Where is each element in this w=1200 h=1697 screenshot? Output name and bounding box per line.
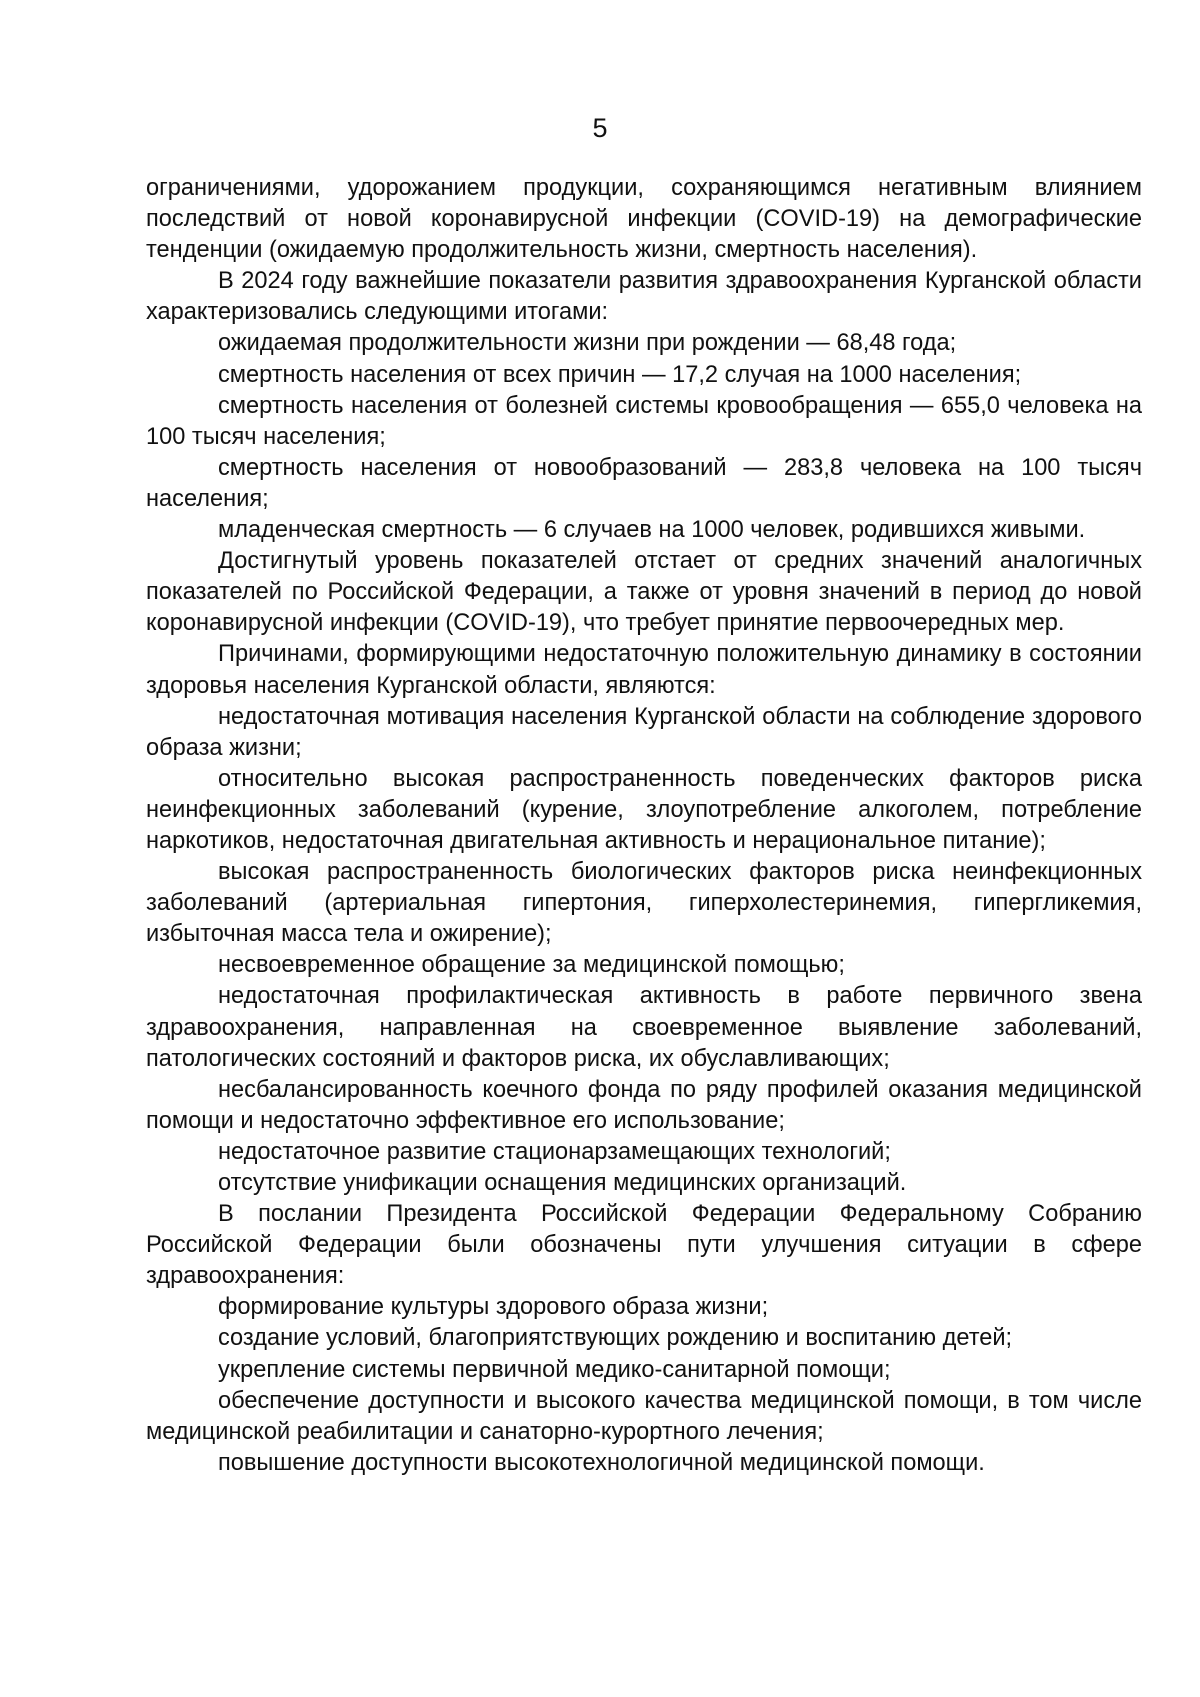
page-number: 5	[592, 113, 608, 143]
reason-item: недостаточное развитие стационарзамещающих технологий;	[218, 1138, 891, 1165]
reason-item: высокая распространенность биологических факторов риска неинфекционных заболеваний (артериальная гипертония, гиперхолестеринемия, гипергликемия, избыточная масса тела и ожирение);	[146, 859, 1142, 948]
reason-item: несбалансированность коечного фонда по ряду профилей оказания медицинской помощи и недостаточно эффективное его использование;	[146, 1076, 1142, 1134]
indicator-item: смертность населения от новообразований — 283,8 человека на 100 тысяч населения;	[146, 454, 1142, 512]
reason-item: несвоевременное обращение за медицинской помощью;	[218, 952, 845, 979]
indicator-item: ожидаемая продолжительности жизни при рождении — 68,48 года;	[218, 330, 957, 357]
president-item: обеспечение доступности и высокого качества медицинской помощи, в том числе медицинской реабилитации и санаторно-курортного лечения;	[146, 1387, 1142, 1445]
reason-item: отсутствие унификации оснащения медицинских организаций.	[218, 1170, 907, 1196]
lag-paragraph: Достигнутый уровень показателей отстает от средних значений аналогичных показателей по Российской Федерации, а также от уровня значений в период до новой коронавирусной инфекции (COVID-19), что требует принятие первоочередных мер.	[146, 548, 1142, 637]
reason-item: относительно высокая распространенность поведенческих факторов риска неинфекционных заболеваний (курение, злоупотребление алкоголем, потребление наркотиков, недостаточная двигательная активность и нерациональное питание);	[146, 765, 1142, 854]
indicator-item: смертность населения от болезней системы кровообращения — 655,0 человека на 100 тысяч населения;	[146, 392, 1142, 450]
president-item: укрепление системы первичной медико-санитарной помощи;	[218, 1356, 891, 1383]
reason-item: недостаточная мотивация населения Курганской области на соблюдение здорового образа жизни;	[146, 703, 1142, 761]
president-item: повышение доступности высокотехнологичной медицинской помощи.	[218, 1449, 985, 1476]
reasons-intro-paragraph: Причинами, формирующими недостаточную положительную динамику в состоянии здоровья населения Курганской области, являются:	[146, 641, 1142, 699]
president-item: создание условий, благоприятствующих рождению и воспитанию детей;	[218, 1325, 1013, 1352]
indicator-item: смертность населения от всех причин — 17,2 случая на 1000 населения;	[218, 361, 1022, 388]
indicator-item: младенческая смертность — 6 случаев на 1000 человек, родившихся живыми.	[218, 517, 1086, 544]
indicators-intro-paragraph: В 2024 году важнейшие показатели развития здравоохранения Курганской области характеризовались следующими итогами:	[146, 268, 1142, 326]
president-item: формирование культуры здорового образа жизни;	[218, 1294, 769, 1321]
document-body	[146, 173, 1142, 1479]
reason-item: недостаточная профилактическая активность в работе первичного звена здравоохранения, направленная на своевременное выявление заболеваний, патологических состояний и факторов риска, их обуславливающих;	[146, 983, 1142, 1072]
president-intro-paragraph: В послании Президента Российской Федерации Федеральному Собранию Российской Федерации были обозначены пути улучшения ситуации в сфере здравоохранения:	[146, 1201, 1142, 1290]
intro-continuation-paragraph: ограничениями, удорожанием продукции, сохраняющимся негативным влиянием последствий от новой коронавирусной инфекции (COVID-19) на демографические тенденции (ожидаемую продолжительность жизни, смертность населения).	[146, 175, 1142, 264]
